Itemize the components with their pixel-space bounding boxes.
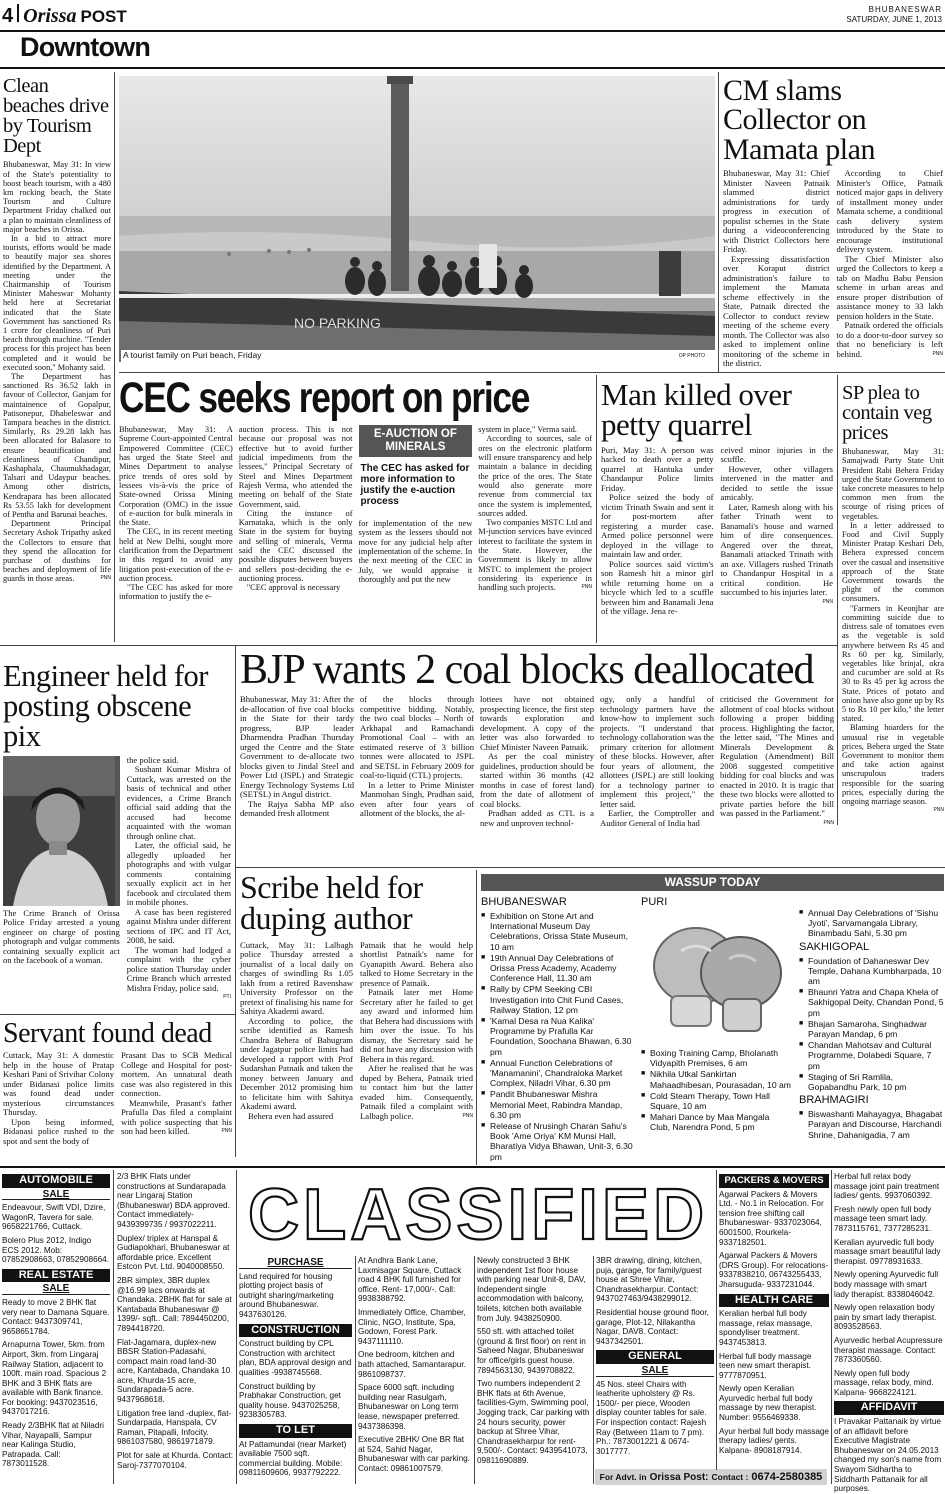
engineer-p2: Sushant Kumar Mishra of Cuttack, was arrested on the basis of technical and other evidences, a Crime Branch official said adding that the accused had become acquainted with the woman through online chat. xyxy=(126,764,231,841)
quarrel-headline: Man killed over petty quarrel xyxy=(601,377,792,443)
classified-ad: I Pravakar Pattanaik by virtue of an affidavit before Executive Magistrate Bhubaneswar on 24.05.2013 changed my son's name from Swayom Sidhartha to Siddharth Pattanaik for all purposes. xyxy=(834,1417,942,1494)
classified-ad: Arnapurna Tower, 5km. from Airport, 3km. from Lingaraj Railway Station, adjacent to 100ft. main road. Spacious 2 BHK and 3 BHK flats are available with Bank finance. For booking: 9437023516, 9437017216. xyxy=(2,1340,107,1417)
footer-for-advt: For Advt. in xyxy=(599,1472,647,1482)
engineer-p4: A case has been registered against Mishra under different sections of IPC and IT Act, 2008, he said. xyxy=(126,906,231,946)
cm-p5: Patnaik ordered the officials to do a door-to-door survey so that no beneficiary is left behind. xyxy=(836,320,943,359)
bjp-c3c: Pradhan added as CTL is a new and unproven technol- xyxy=(480,808,594,828)
servant-tag: PNN xyxy=(221,1128,232,1135)
sp-story xyxy=(842,383,944,825)
quarrel-c1: Puri, May 31: A person was hacked to death over a petty quarrel at Hantuka under Chandanpur Police limits Friday. xyxy=(601,444,714,493)
beaches-headline: Clean beaches drive by Tourism Dept xyxy=(3,75,109,158)
sp-headline: SP plea to contain veg prices xyxy=(842,382,932,445)
boxing-gloves-icon xyxy=(641,911,791,1048)
wassup-puri-list xyxy=(641,1048,791,1133)
classified-realestate-head: REAL ESTATE xyxy=(2,1269,110,1283)
cec-factbox-text: The CEC has asked for more information to justify the e-auction process xyxy=(360,463,470,508)
bjp-c2: of the blocks through competitive bidding. Notably, the two coal blocks – North of Arkhapal and Ramachandi Promotional Coal – with an estimated reserve of 3 billion tonnes were allocated to JSPL and SETSL in February 2009 for coal-to-liquid (CTL) projects. xyxy=(360,694,474,781)
classified-ad: Duplex/ triplex at Hanspal & Gudiapokhari, Bhubaneswar at affordable price. Excellent Estcon Pvt. Ltd. 9040008550. xyxy=(117,1233,230,1272)
quarrel-c2b: However, other villagers intervened in the matter and decided to settle the issue amicably. xyxy=(720,463,833,503)
wassup-item: ■ Annual Function Celebrations of 'Manamanini', Chandraloka Market Complex, Niladri Vihar, 6.30 pm xyxy=(481,1058,633,1089)
classified-tolet-head: TO LET xyxy=(239,1424,352,1438)
classified-ad: Space 6000 sqft. including building near Rasulgarh, Bhubaneswar on Long term lease, newspaper preferred. 9437386398. xyxy=(358,1383,460,1431)
engineer-story xyxy=(3,659,231,1012)
servant-c1b: Upon being informed, Bidanasi police rushed to the spot and sent the body of xyxy=(3,1116,114,1146)
classified-ad: Newly open Keralian Ayurvedic herbal full body massage by new therapist. Number: 9556469338. xyxy=(719,1384,817,1423)
cm-story xyxy=(723,76,943,368)
sp-p2: In a letter addressed to Food and Civil Supply Minister Pratap Keshari Deb, Behera expressed concern over the casual and insensitive approach of the State Government towards the plight of the common consumers. xyxy=(842,520,944,604)
scribe-c2: Patnaik that he would help shortlist Patnaik's name for Gyanapith Award. Behera also talked to Home Secretary in the presence of Patnaik. xyxy=(360,939,473,988)
cm-p3: According to Chief Minister's Office, Patnaik noticed major gaps in delivery of installment money under Mamata scheme, a conditional cash delivery system introduced by the State to encourage institutional delivery system. xyxy=(836,168,943,255)
photo-caption: A tourist family on Puri beach, Friday xyxy=(121,350,715,362)
classified-ad: Ready to move 2 BHK flat very near to Damana Square. Contact: 9437309741, 9658651784. xyxy=(2,1297,110,1336)
scribe-c1b: According to police, the scribe identified as Ramesh Chandra Behera of Bahugram under Jagatpur police limits had developed a rapport with Prof Sudarshan Patnaik and taken the money between January and December 2012 promising him to felicitate him with Sahitya Akademi award. xyxy=(240,1015,353,1112)
beach-photo xyxy=(119,76,715,362)
cec-c3: for implementation of the new system as the lessees should not move for any judicial help after implementation of the scheme. In the next meeting of the CEC in July, we would appraise it thoroughly and put the new xyxy=(358,519,473,584)
cec-story xyxy=(119,374,592,643)
wassup-sakhigopal-list xyxy=(799,956,944,1093)
beaches-p4: Department Principal Secretary Ashok Tripathy asked the Collectors to ensure that they spend the allocation for purchase of dustbins for beaches and deployment of life guards in those areas. xyxy=(3,519,111,584)
classified-ad: Bolero Plus 2012, Indigo ECS 2012. Mob: 07852908663, 07852908664. xyxy=(2,1235,110,1265)
wassup-item: ■ Biswashanti Mahayagya, Bhagabat Parayan and Discourse, Harchandi Shrine, Dahanigadia, 7 am xyxy=(799,1109,944,1140)
quarrel-c2: ceived minor injuries in the scuffle. xyxy=(720,444,833,465)
engineer-p3: Later, the official said, he allegedly uploaded her photographs and with vulgar comments containing sexually explicit act in her facebook and circulated them in mobile phones. xyxy=(126,840,231,908)
wassup-item: ■ Staging of Sri Ramlila, Gopabandhu Park, 10 pm xyxy=(799,1072,944,1092)
cec-headline: CEC seeks report on price xyxy=(119,374,530,422)
section-title: Downtown xyxy=(20,32,151,62)
photo-sign: NO PARKING xyxy=(294,315,381,331)
cm-headline: CM slams Collector on Mamata plan xyxy=(723,74,875,166)
boxing-gloves-image xyxy=(641,911,791,1048)
wassup-sakhigopal-head: SAKHIGOPAL xyxy=(799,940,870,953)
classified-ad: Agarwal Packers & Movers (DRS Group). For relocations- 9337838210, 06743255433, Jharsuguda- 9337231044. xyxy=(719,1251,829,1289)
engineer-tag: PTI xyxy=(223,994,231,1001)
wassup-item: ■ Rally by CPM Seeking CBI Investigation into Chit Fund Cases, Railway Station, 12 pm xyxy=(481,984,633,1015)
wassup-item: ■ Foundation of Dahaneswar Dev Temple, Dahana Kumbharpada, 10 am xyxy=(799,956,944,987)
classified-ad: Executive 2BHK/ One BR flat at 524, Sahid Nagar, Bhubaneswar with car parking. Contact: 09861007579. xyxy=(358,1435,470,1473)
classified-affidavit-head: AFFIDAVIT xyxy=(834,1401,944,1415)
classified-ad: Land required for housing plotting project basis of outright sharing/marketing around Bhubaneswar. 9437630126. xyxy=(239,1271,334,1319)
beaches-p1: Bhubaneswar, May 31: In view of the State's potentiality to boost beach tourism, with a 480 km rocking beach, the State Tourism and Culture Department Friday chalked out a plan to maintain cleanliness of major beaches in Orissa. xyxy=(3,160,111,234)
footer-contact: Contact : xyxy=(711,1472,749,1482)
quarrel-story xyxy=(601,377,833,642)
beaches-p3: The Department has sanctioned Rs 36.52 lakh in favour of Collector, Ganjam for maintainence of Gopalpur, Patisonepur, Dhabeleswar and Tampara beaches in the district. Similarly, Rs 29.28 lakh has been allocated for Balasore to ensure beautification and cleanliness of Chandipur, Kashaphala, Chaumukhadagar, Talsari and Udaypur beaches. Among other districts, Kendrapara has been allocated Rs 53.55 lakh for development of Pentha and Barunai beaches. xyxy=(3,371,111,520)
classified-ad: Plot for sale at Khurda. Contact: Saroj-7377070104. xyxy=(117,1451,234,1470)
classified-footer xyxy=(595,1469,827,1485)
wassup-brahmagiri-head: BRAHMAGIRI xyxy=(799,1094,869,1107)
sp-tag: PNN xyxy=(933,807,944,814)
brand-post: POST xyxy=(80,7,127,26)
footer-phone: 0674-2580385 xyxy=(751,1471,823,1483)
classified-ad: Herbal full body massage teen new smart therapist. 9777870951. xyxy=(719,1351,812,1380)
classified-ad: Flat-Jagamara, duplex-new BBSR Station-Padasahi, compact main road land-30 acre, Kantabada, Chandaka 10 acre, Khurda-15 acre, Sundarapada-5 acre. 9437968618. xyxy=(117,1337,231,1405)
scribe-c2b: Patnaik later met Home Secretary after he failed to get any award and informed him that Behera had discussions with him over the issue. To his dismay, the Secretary said he did not have any discussion with Behera in this regard. xyxy=(360,987,473,1064)
classified-col-3 xyxy=(239,1256,352,1484)
servant-c1: Cuttack, May 31: A domestic help in the house of Pratap Keshari Pani of Srivihar Colony under Bidanasi police limits was found dead under mysterious circumstances Thursday. xyxy=(3,1050,114,1118)
quarrel-c2c: Later, Ramesh along with his father Trinath went to Banamali's house and warned him of dire consequences. Angered over the threat, Banamali attacked Trinath with an axe. Villagers rushed Trinath to Chandanpur Hospital in a critical condition. He succumbed to his injuries later. xyxy=(720,501,833,598)
wassup-item: ■ Bhajan Samaroha, Singhadwar Parayan Mandap, 6 pm xyxy=(799,1019,944,1039)
beaches-p2: In a bid to attract more tourists, efforts would be made to beautify major sea shores identified by the Department. A meeting under the Chairmanship of Tourism Minister Maheswar Mohanty held here at Secretariat indicated that the State Government has sanctioned Rs 1 crore for cleanliness of Puri beach through machine. "Tender process for this project has been completed and it would be executed soon," Mohanty said. xyxy=(3,233,111,372)
cec-c1b: The CEC, in its recent meeting held at New Delhi, sought more clarification from the Department in this regard to avoid any litigation post-execution of the e-auction process. xyxy=(119,527,233,583)
classified-ad: Keralian herbal full body massage, relax massage, spondyliser treatment. 9437453813. xyxy=(719,1309,813,1347)
page-number: 4 xyxy=(2,5,14,27)
beaches-tag: PNN xyxy=(100,575,111,582)
cm-tag: PNN xyxy=(932,350,943,357)
classified-ad: Newly open full body massage, relax body, mind. Kalpana- 9668224121. xyxy=(834,1368,934,1397)
classified-ad: Keralian ayurvedic full body massage smart beautiful lady therapist. 09778931633. xyxy=(834,1237,941,1266)
wassup-puri-list-cont xyxy=(799,908,944,939)
classified-ad: 2/3 BHK Flats under constructions at Sundarapada near Lingaraj Station (Bhubaneswar) BDA approved. Contact immediately-9439399735 / 9937022211. xyxy=(117,1172,230,1229)
bjp-headline: BJP wants 2 coal blocks deallocated xyxy=(240,647,814,693)
sp-p3: "Farmers in Keonjhar are committing suicide due to distress sale of tomatoes even as the vegetable is sold anywhere between Rs 45 and Rs 60 per kg. Similarly, vegetables like brinjal, okra and cucumber are sold at Rs 30 to Rs 45 per kg across the State. Prices of potato and onion have also gone up by Rs 5 to Rs 10 per kilo," the letter stated. xyxy=(842,603,944,724)
masthead-date: SATURDAY, JUNE 1, 2013 xyxy=(846,15,942,24)
cec-factbox xyxy=(359,425,473,513)
cec-c2c: "CEC approval is necessary xyxy=(246,583,341,593)
cec-c2b: Citing the instance of Karnataka, which is the only State in the system for buying and selling of minerals, Verma said the CEC discussed the possible disputes between buyers and sellers post-deciding the e-auctioning process. xyxy=(238,508,353,583)
classified-banner-text: CLASSIFIED xyxy=(248,1175,708,1255)
masthead xyxy=(0,0,945,70)
wassup-item: ■ Bhaunri Yatra and Chapa Khela of Sakhigopal Deity, Chandan Pond, 5 pm xyxy=(799,987,944,1018)
footer-brand: Orissa Post: xyxy=(649,1471,709,1483)
bjp-story xyxy=(240,647,834,865)
classified-general-head: GENERAL xyxy=(596,1350,714,1364)
wassup-bbsr-list xyxy=(481,911,633,1162)
classified-packers-head: PACKERS & MOVERS xyxy=(719,1174,829,1188)
classified-banner-art xyxy=(240,1173,716,1253)
cec-c4: system in place," Verma said. xyxy=(478,425,577,435)
classified-ad: At Andhra Bank Lane, Laxmisagar Square, Cuttack road 4 BHK full furnished for office. Rent- 17,000/-. Call: 9938388792. xyxy=(358,1256,462,1304)
scribe-story xyxy=(240,869,473,1157)
classified-ad: Litigation free land -duplex, flat-Sundarpada, Hanspala, CV Raman, Pitapalli, Infocity. 9861037580, 9861971879. xyxy=(117,1408,232,1447)
cec-c1: Bhubaneswar, May 31: A Supreme Court-appointed Central Empowered Committee (CEC) has urged the State Steel and Mines Department to analyse price trends of ores sold by lessees vis-à-vis the price of State-owned Orissa Mining Corporation (OMC) in the issue of e-auction for bulk minerals in the State. xyxy=(119,425,233,528)
cec-c2: auction process. This is not because our proposal was not effective but to avoid further judicial impediments from the lessees," Principal Secretary of Steel and Mines Department Rajesh Verma, who attended the meeting on behalf of the State Government, said. xyxy=(238,425,353,509)
wassup-item: ■ Annual Day Celebrations of 'Sishu Jyoti', Sarvamangala Library, Binambadu Sahi, 5.30 pm xyxy=(799,908,944,939)
quarrel-c1c: Police sources said victim's son Ramesh hit a minor girl while returning home on a bicycle which led to a scuffle between him and Banamali Jena of the village. Jena re- xyxy=(601,558,714,617)
classified-col-7 xyxy=(719,1172,829,1468)
classified-ad: Endeavour, Swift VDI, Dzire, WagonR, Tavera for sale. 9658221766, Cuttack. xyxy=(2,1203,106,1232)
brand-orissa: Orissa xyxy=(23,5,77,27)
classified-col-8 xyxy=(834,1172,944,1494)
classified-ad: Immediately Office, Chamber, Clinic, NGO, Institute, Spa, Godown, Forest Park. 9437111110. xyxy=(358,1307,466,1346)
scribe-headline: Scribe held for duping author xyxy=(240,869,423,937)
engineer-headline: Engineer held for posting obscene pix xyxy=(3,659,208,753)
cec-c1c: "The CEC has asked for more information to justify the e- xyxy=(119,583,233,602)
wassup-item: ■ 'Kamal Desa ra Nua Kalika' Programme by Prafulla Kar Foundation, Soochana Bhawan, 6.30 pm xyxy=(481,1016,633,1057)
classified-col-4 xyxy=(358,1256,471,1484)
classified-sale-head-2: SALE xyxy=(2,1284,110,1295)
classified-ad: 45 Nos. steel Chairs with leatherite upholstery @ Rs. 1500/- per piece, Wooden display counter tables for sale. For inspection contact: Rajesh Ray (Between 11am to 7 pm). Ph.: 7873001221 & 0674-3017777. xyxy=(596,1379,707,1456)
wassup-item: ■ Boxing Training Camp, Bholanath Vidyapith Premises, 6 am xyxy=(641,1048,791,1068)
masthead-city: BHUBANESWAR xyxy=(868,5,942,14)
bjp-c4: ogy, only a handful of technology partners have the know-how to implement such projects. "I understand that technology collaboration was the primary criterion for allotment of these blocks. However, after four years of allotment, the allottees (JSPL) are still looking for a technology partner to implement this project," the letter said. xyxy=(600,694,714,809)
wassup-item: ■ Cold Steam Therapy, Town Hall Square, 10 am xyxy=(641,1091,791,1111)
beach-photo-illustration xyxy=(119,76,715,362)
classified-banner xyxy=(240,1173,716,1253)
classified-ad: Construct building by Prabhakar Construction, get quality house. 9437025258, 9238305783. xyxy=(239,1381,341,1420)
classified-ad: Newly opening Ayurvedic full body massage with smart lady therapist. 8338046042. xyxy=(834,1270,939,1299)
cm-p4: The Chief Minister also urged the Collectors to keep a tab on Madhu Babu Pension scheme in urban areas and ensure proper distribution of assistance money to 33 lakh pension holders in the State. xyxy=(836,253,943,321)
wassup-puri-head: PURI xyxy=(641,896,668,908)
bjp-c4b: Earlier, the Comptroller and Auditor General of India had xyxy=(600,808,714,828)
servant-story xyxy=(3,1020,232,1157)
wassup-item: ■ Nikhila Utkal Sankirtan Mahaadhibesan, Pourasadan, 10 am xyxy=(641,1069,791,1089)
classified-ad: Two numbers independent 2 BHK flats at 6th Avenue, facilities-Gym, Swimming pool, Jogging track, Car parking with 24 hours security, power backup at Shree Vihar, Chandrasekharpur for rent- 9,500/-. Contact: 9439541073, 09811690889. xyxy=(477,1379,590,1465)
classified-ad: One bedroom, kitchen and bath attached, Samantarapur. 9861098737. xyxy=(358,1350,466,1379)
classified-ad: Newly open relaxation body pain by smart lady therapist. 8093528563. xyxy=(834,1303,937,1332)
classified-col-1 xyxy=(2,1172,110,1484)
wassup-item: ■ 19th Annual Day Celebrations of Orissa Press Academy, Academy Conference Hall, 11.30 am xyxy=(481,953,633,984)
engineer-photo xyxy=(3,756,120,906)
classified-ad: 550 sft. with attached toilet (ground & first floor) on rent in Saheed Nagar, Bhubaneswar for office/girls guest house. 7894563130, 9439708822. xyxy=(477,1327,586,1375)
wassup-brahmagiri-list xyxy=(799,1109,944,1140)
classified-ad: Newly constructed 3 BHK independent 1st floor house with parking near Unit-8, DAV, Independent single accommodation with balcony, toilets, kitchen both available from July. 9438250900. xyxy=(477,1256,586,1323)
servant-c2: Prasant Das to SCB Medical College and Hospital for post-mortem. An unnatural death case was also registered in this connection. xyxy=(121,1050,232,1099)
bjp-c5: criticised the Government for allotment of coal blocks without following a proper bidding process. Highlighting the factor, the letter said, "The Mines and Minerals Development & Regulation (Amendment) Bill 2008 suggested competitive bidding for coal blocks and was enacted in 2010. It is tragic that these two blocks were allotted to private parties before the bill was passed in the Parliament." xyxy=(720,694,834,819)
classified-ad: Fresh newly open full body massage teen smart lady. 7873115761, 7377285231. xyxy=(834,1204,932,1233)
classified-ad: Herbal full relax body massage joint pain treatment ladies/ gents. 9937060392. xyxy=(834,1172,940,1201)
classified-ad: Ayurvedic herbal Acupressure therapist massage. Contact: 7873360560. xyxy=(834,1335,943,1365)
classified-ad: Ayur herbal full body massage therapy ladies/ gents. Kalpana- 8908187914. xyxy=(719,1426,829,1455)
wassup-bbsr-head: BHUBANESWAR xyxy=(481,896,567,908)
wassup-item: ■ Chandan Mahotsav and Cultural Programme, Dolabedi Square, 7 pm xyxy=(799,1040,944,1071)
bjp-c3b: As per the coal ministry guidelines, production should be started within 36 months (42 months in case of forest land) from the date of allotment of coal blocks. xyxy=(480,751,594,809)
wassup-item: ■ Mahari Dance by Maa Mangala Club, Narendra Pond, 5 pm xyxy=(641,1112,791,1132)
bjp-c1b: The Rajya Sabha MP also demanded fresh allotment xyxy=(240,798,354,819)
cec-c4c: Two companies MSTC Ltd and M-junction services have evinced interest to facilitate the system in the State. However, the Government is likely to allow MSTC to implement the project considering its experience in handling such projects. xyxy=(478,518,592,593)
scribe-c1c: Behera even had assured xyxy=(248,1110,334,1121)
classified-ad: At Pattamundai (near Market) available 7500 sqft. commercial building. Mobile: 09811609606, 9937792222. xyxy=(239,1439,347,1478)
sp-p4: Blaming hoarders for the unusual rise in vegetable prices, Behera urged the State Government to monitor them and take action against unscrupulous traders responsible for the soaring prices, especially during the ongoing marriage season. xyxy=(842,723,944,806)
cm-p1: Bhubaneswar, May 31: Chief Minister Naveen Patnaik slammed district administrations for tardy progress in execution of populist schemes in the State during a videoconferencing with District Collectors here Friday. xyxy=(723,168,830,255)
wassup-header: WASSUP TODAY xyxy=(481,874,944,891)
bjp-c2b: In a letter to Prime Minister Manmohan Singh, Pradhan said, even after four years of allotment of the blocks, the al- xyxy=(360,779,474,819)
engineer-caption: The Crime Branch of Orissa Police Friday arrested a young engineer on charge of posting photograph and vulgar comments containing sexually explicit act on the facebook of a woman. xyxy=(3,907,120,966)
classified-purchase-head: PURCHASE xyxy=(239,1258,352,1269)
wassup-box xyxy=(481,874,944,1164)
masthead-divider xyxy=(17,4,19,22)
bjp-c1: Bhubaneswar, May 31: After the de-allocation of five coal blocks in the State for their tardy progress, BJP leader Dharmendra Pradhan Thursday urged the Centre and the State Government to de-allocate two blocks given to Jindal Steel and Power Ltd (JSPL) and Strategic Energy Technology Systems Ltd (SETSL) in Angul district. xyxy=(240,694,354,800)
photo-credit: OP PHOTO xyxy=(678,353,705,359)
beaches-story xyxy=(3,76,111,642)
quarrel-c1b: Police seized the body of victim Trinath Swain and sent it for post-mortem after registering a murder case. Armed police personnel were deployed in the village to maintain law and order. xyxy=(601,492,714,560)
bjp-tag: PNN xyxy=(823,819,834,826)
cec-tag: PNN xyxy=(581,584,592,591)
scribe-c1: Cuttack, May 31: Lalbagh police Thursday arrested a journalist of a local daily on charges of swindling Rs 1.05 lakh from a retired Ravenshaw University Professor on the pretext of finalising his name for Sahitya Akademi award. xyxy=(240,939,353,1017)
classified-ad: Ready 2/3BHK flat at Niladri Vihar, Nayapalli, Sampur near Kalinga Studio, Patrapada. Call: 7873011528. xyxy=(2,1421,104,1469)
classified-col-2 xyxy=(117,1172,234,1484)
sp-p1: Bhubaneswar, May 31: Samajwadi Party State Unit President Rabi Behera Friday urged the State Government to take concrete measures to help common men from the scourge of rising prices of vegetables. xyxy=(842,447,944,521)
servant-headline: Servant found dead xyxy=(3,1018,212,1049)
classified-health-head: HEALTH CARE xyxy=(719,1294,829,1308)
servant-c2b: Meanwhile, Prasant's father Prafulla Das filed a complaint with police suspecting that his son had been killed. xyxy=(121,1097,232,1137)
engineer-photo-illustration xyxy=(3,756,115,906)
classified-ad: Construct building by CPL Construction with architect plan, BDA approval design and qualities -9938745568. xyxy=(239,1339,352,1377)
classified-ad: 2BR simplex, 3BR duplex @16.99 lacs onwards at Chandaka. 2BHK flat for sale at Kantabada Bhubaneswar @ 1399/- sqft.. Call: 7894450200, 7894418720. xyxy=(117,1275,232,1333)
classified-col-6 xyxy=(596,1256,714,1468)
wassup-item: ■ Release of Nrusingh Charan Sahu's Book 'Ame Oriya' KM Munsi Hall, Bharatiya Vidya Bhawan, Unit-3, 6.30 pm xyxy=(481,1121,633,1162)
cec-c4b: According to sources, sale of ores on the electronic platform will ensure transparency and help maintain a balance in deciding the price of the ores. The State would also generate more revenue from commercial tax once the system is implemented, sources added. xyxy=(478,434,592,518)
classified-ad: Residential house ground floor, garage, Plot-12, Nilakantha Nagar, DAV8. Contact: 9437342501. xyxy=(596,1307,709,1346)
classified-ad: 3BR drawing, dining, kitchen, puja, garage, for family/guest house at Shree Vihar, Chandrasekharpur. Contact: 9437027463/9438299012. xyxy=(596,1256,703,1304)
engineer-p5: The woman had lodged a complaint with the cyber police station Thursday under Crime Branch which arrested Mishra Friday, police said. xyxy=(126,944,231,993)
classified-sale-head: SALE xyxy=(2,1190,110,1201)
classified-sale-head-3: SALE xyxy=(596,1366,714,1377)
scribe-tag: PNN xyxy=(462,1112,473,1119)
classified-construction-head: CONSTRUCTION xyxy=(239,1324,352,1338)
classified-col-5 xyxy=(477,1256,590,1484)
cec-factbox-head: E-AUCTION OF MINERALS xyxy=(359,425,473,457)
bjp-c3: lottees have not obtained prospecting licence, the first step towards exploration and development. A copy of the letter was also forwarded to Chief Minister Naveen Patnaik. xyxy=(480,694,594,752)
scribe-c2c: After he realised that he was duped by Behera, Patnaik tried to contact him but the latter evaded him. Consequently, Patnaik filed a complaint with Lalbagh police. xyxy=(360,1063,473,1121)
classified-automobile-head: AUTOMOBILE xyxy=(2,1174,110,1188)
engineer-p1: the police said. xyxy=(126,754,179,765)
cm-p2: Expressing dissatisfaction over Koraput district administration's failure to implement the Mamata scheme effectively in the State, Patnaik directed the Collector to conduct review meeting of the scheme every month. The Collector was also asked to implement online monitoring of the scheme in the district. xyxy=(723,253,830,369)
wassup-item: ■ Exhibition on Stone Art and International Museum Day Celebrations, Orissa State Museum, 10 am xyxy=(481,911,633,952)
quarrel-tag: PNN xyxy=(822,598,833,605)
wassup-item: ■ Pandit Bhubaneswar Mishra Memorial Meet, Rabindra Mandap, 6.30 pm xyxy=(481,1089,633,1120)
classified-ad: Agarwal Packers & Movers Ltd. - No.1 in Relocation. For tension free shifting call Bhubaneswar- 9337023064, 6001500, Rourkela- 9337182501. xyxy=(719,1189,824,1247)
